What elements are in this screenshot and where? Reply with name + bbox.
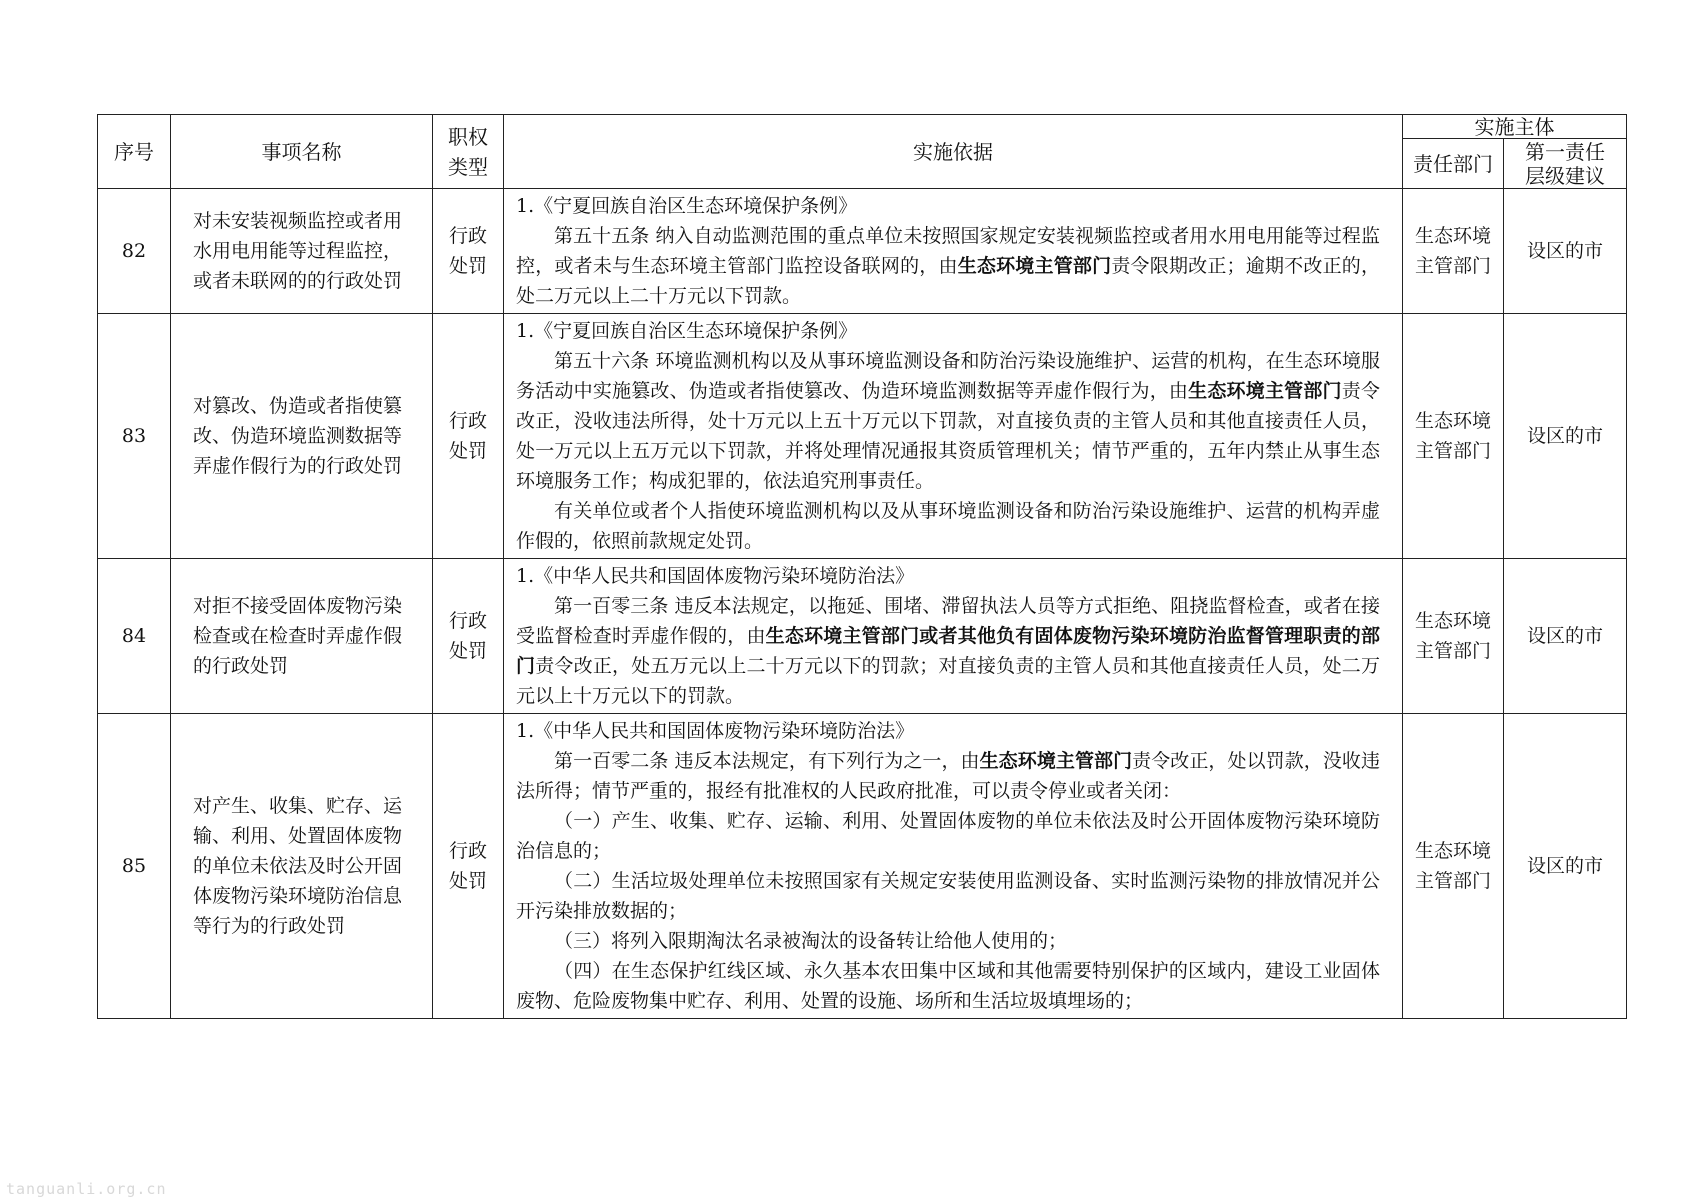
table-row <box>98 714 1627 1019</box>
row-item-name: 对篡改、伪造或者指使篡改、伪造环境监测数据等弄虚作假行为的行政处罚 <box>171 314 433 559</box>
basis-text: 责令改正，处五万元以上二十万元以下的罚款；对直接负责的主管人员和其他直接责任人员，处二万元以上十万元以下的罚款。 <box>516 655 1380 707</box>
basis-text: （二）生活垃圾处理单位未按照国家有关规定安装使用监测设备、实时监测污染物的排放情况并公开污染排放数据的； <box>516 870 1380 922</box>
row-dept <box>1403 714 1504 1019</box>
row-level: 设区的市 <box>1504 559 1627 714</box>
row-item-name: 对未安装视频监控或者用水用电用能等过程监控，或者未联网的的行政处罚 <box>171 189 433 314</box>
table-row <box>98 559 1627 714</box>
enforcement-items-table <box>97 114 1627 1019</box>
basis-text: 1.《中华人民共和国固体废物污染环境防治法》 <box>516 565 915 587</box>
basis-text: 责令改正，没收违法所得，处十万元以上五十万元以下罚款，对直接负责的主管人员和其他直接责任人员，处一万元以上五万元以下罚款，并将处理情况通报其资质管理机关；情节严重的，五年内禁止从事生态环境服务工作；构成犯罪的，依法追究刑事责任。 <box>516 380 1380 492</box>
table-row <box>98 189 1627 314</box>
basis-paragraph <box>516 956 1380 1016</box>
basis-text: 第五十五条 纳入自动监测范围的重点单位未按照国家规定安装视频监控或者用水用电用能等过程监控，或者未与生态环境主管部门监控设备联网的，由 <box>516 225 1380 277</box>
basis-paragraph <box>516 866 1380 926</box>
basis-text: （一）产生、收集、贮存、运输、利用、处置固体废物的单位未依法及时公开固体废物污染环境防治信息的； <box>516 810 1380 862</box>
basis-paragraph <box>516 746 1380 806</box>
basis-paragraph <box>516 806 1380 866</box>
basis-text: （四）在生态保护红线区域、永久基本农田集中区域和其他需要特别保护的区域内，建设工业固体废物、危险废物集中贮存、利用、处置的设施、场所和生活垃圾填埋场的； <box>516 960 1380 1012</box>
basis-paragraph <box>516 316 1380 346</box>
header-basis: 实施依据 <box>504 115 1403 189</box>
row-item-name: 对产生、收集、贮存、运输、利用、处置固体废物的单位未依法及时公开固体废物污染环境防治信息等行为的行政处罚 <box>171 714 433 1019</box>
row-level: 设区的市 <box>1504 714 1627 1019</box>
table-body <box>98 115 1627 1019</box>
row-dept <box>1403 559 1504 714</box>
basis-emphasis: 生态环境主管部门 <box>979 750 1133 772</box>
basis-text: 有关单位或者个人指使环境监测机构以及从事环境监测设备和防治污染设施维护、运营的机构弄虚作假的，依照前款规定处罚。 <box>516 500 1380 552</box>
row-authority-type-text: 行政处罚 <box>448 610 487 662</box>
row-dept <box>1403 189 1504 314</box>
row-dept-text: 生态环境主管部门 <box>1414 410 1491 462</box>
basis-paragraph <box>516 191 1380 221</box>
row-seq: 84 <box>98 559 171 714</box>
row-level: 设区的市 <box>1504 189 1627 314</box>
row-dept-text: 生态环境主管部门 <box>1414 225 1491 277</box>
row-authority-type-text: 行政处罚 <box>448 840 487 892</box>
row-item-name: 对拒不接受固体废物污染检查或在检查时弄虚作假的行政处罚 <box>171 559 433 714</box>
basis-paragraph <box>516 496 1380 556</box>
header-item-name: 事项名称 <box>171 115 433 189</box>
basis-paragraph <box>516 716 1380 746</box>
table-row <box>98 314 1627 559</box>
header-level <box>1504 139 1627 189</box>
basis-text: 1.《宁夏回族自治区生态环境保护条例》 <box>516 195 858 217</box>
basis-text: 1.《宁夏回族自治区生态环境保护条例》 <box>516 320 858 342</box>
basis-emphasis: 生态环境主管部门 <box>1188 380 1342 402</box>
basis-text: 第一百零三条 违反本法规定，以拖延、围堵、滞留执法人员等方式拒绝、阻挠监督检查，或者在接受监督检查时弄虚作假的，由 <box>516 595 1380 647</box>
row-seq: 85 <box>98 714 171 1019</box>
basis-text: （三）将列入限期淘汰名录被淘汰的设备转让给他人使用的； <box>554 930 1068 952</box>
header-authority-type <box>433 115 504 189</box>
row-dept-text: 生态环境主管部门 <box>1414 840 1491 892</box>
row-authority-type <box>433 714 504 1019</box>
header-level-text: 第一责任层级建议 <box>1525 139 1605 188</box>
row-authority-type-text: 行政处罚 <box>448 225 487 277</box>
header-subject: 实施主体 <box>1403 115 1627 139</box>
basis-paragraph <box>516 591 1380 711</box>
site-watermark: tanguanli.org.cn <box>6 1180 167 1198</box>
header-seq: 序号 <box>98 115 171 189</box>
header-authority-type-text: 职权类型 <box>448 124 488 179</box>
row-authority-type <box>433 189 504 314</box>
row-dept-text: 生态环境主管部门 <box>1414 610 1491 662</box>
basis-paragraph <box>516 346 1380 496</box>
header-dept: 责任部门 <box>1403 139 1504 189</box>
row-dept <box>1403 314 1504 559</box>
row-level: 设区的市 <box>1504 314 1627 559</box>
row-seq: 83 <box>98 314 171 559</box>
row-authority-type <box>433 314 504 559</box>
row-seq: 82 <box>98 189 171 314</box>
row-basis <box>504 559 1403 714</box>
row-basis <box>504 189 1403 314</box>
basis-emphasis: 生态环境主管部门或者其他负有固体废物污染环境防治监督管理职责的部门 <box>516 625 1380 677</box>
row-authority-type <box>433 559 504 714</box>
basis-paragraph <box>516 926 1380 956</box>
row-basis <box>504 314 1403 559</box>
basis-text: 责令限期改正；逾期不改正的，处二万元以上二十万元以下罚款。 <box>516 255 1380 307</box>
header-row-1 <box>98 115 1627 139</box>
row-basis <box>504 714 1403 1019</box>
basis-text: 第五十六条 环境监测机构以及从事环境监测设备和防治污染设施维护、运营的机构，在生态环境服务活动中实施篡改、伪造或者指使篡改、伪造环境监测数据等弄虚作假行为，由 <box>516 350 1380 402</box>
basis-text: 责令改正，处以罚款，没收违法所得；情节严重的，报经有批准权的人民政府批准，可以责令停业或者关闭： <box>516 750 1380 802</box>
basis-emphasis: 生态环境主管部门 <box>957 255 1112 277</box>
basis-text: 1.《中华人民共和国固体废物污染环境防治法》 <box>516 720 915 742</box>
basis-text: 第一百零二条 违反本法规定，有下列行为之一，由 <box>554 750 980 772</box>
basis-paragraph <box>516 221 1380 311</box>
row-authority-type-text: 行政处罚 <box>448 410 487 462</box>
basis-paragraph <box>516 561 1380 591</box>
